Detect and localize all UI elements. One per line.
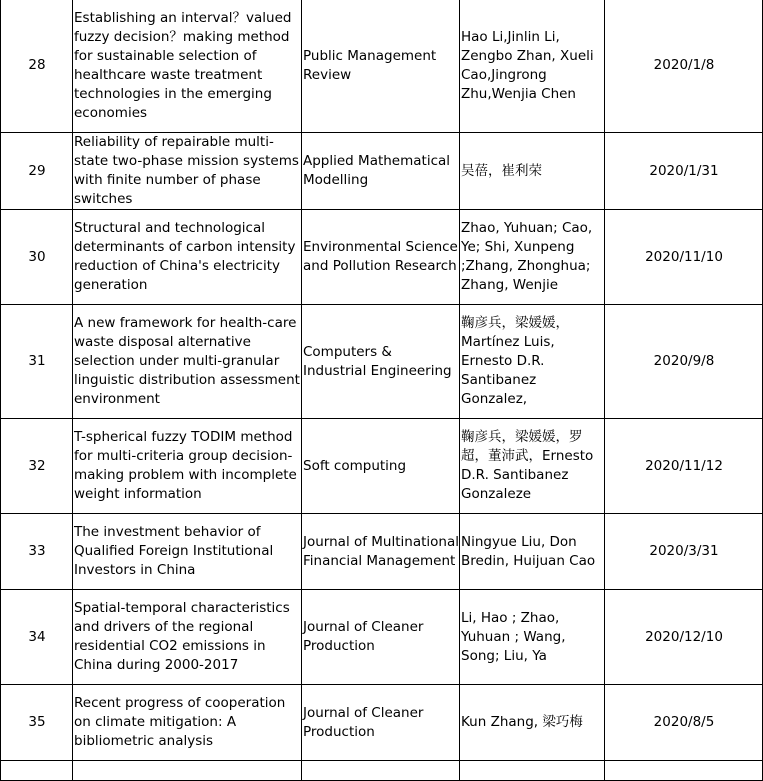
journal-name: Computers & Industrial Engineering (302, 305, 460, 419)
table-row (1, 305, 763, 419)
publication-date: 2020/3/31 (605, 514, 763, 590)
publication-date: 2020/9/8 (605, 305, 763, 419)
paper-title: The investment behavior of Qualified Foreign Institutional Investors in China (73, 514, 302, 590)
table-row (1, 590, 763, 685)
paper-title: Reliability of repairable multi-state two-phase mission systems with finite number of phase switches (73, 133, 302, 210)
journal-name: Public Management Review (302, 0, 460, 133)
paper-title: T-spherical fuzzy TODIM method for multi-criteria group decision-making problem with incomplete weight information (73, 419, 302, 514)
journal-name: Journal of Cleaner Production (302, 685, 460, 761)
authors: 吴蓓，崔利荣 (460, 133, 605, 210)
empty-cell (302, 761, 460, 781)
table-row (1, 419, 763, 514)
authors: 鞠彦兵，梁媛媛，罗超，董沛武，Ernesto D.R. Santibanez Gonzaleze (460, 419, 605, 514)
empty-cell (605, 761, 763, 781)
journal-name: Journal of Cleaner Production (302, 590, 460, 685)
journal-name: Applied Mathematical Modelling (302, 133, 460, 210)
authors: Ningyue Liu, Don Bredin, Huijuan Cao (460, 514, 605, 590)
table-row (1, 514, 763, 590)
empty-cell (1, 761, 73, 781)
authors: Li, Hao ; Zhao, Yuhuan ; Wang, Song; Liu, Ya (460, 590, 605, 685)
table-row (1, 0, 763, 133)
authors: Zhao, Yuhuan; Cao, Ye; Shi, Xunpeng ;Zhang, Zhonghua; Zhang, Wenjie (460, 210, 605, 305)
row-number: 29 (1, 133, 73, 210)
publication-date: 2020/11/10 (605, 210, 763, 305)
publication-date: 2020/11/12 (605, 419, 763, 514)
table-row (1, 133, 763, 210)
table-row (1, 685, 763, 761)
journal-name: Soft computing (302, 419, 460, 514)
empty-cell (460, 761, 605, 781)
row-number: 32 (1, 419, 73, 514)
row-number: 35 (1, 685, 73, 761)
paper-title: A new framework for health-care waste disposal alternative selection under multi-granular linguistic distribution assessment environment (73, 305, 302, 419)
paper-title: Structural and technological determinants of carbon intensity reduction of China's electricity generation (73, 210, 302, 305)
authors: Hao Li,Jinlin Li, Zengbo Zhan, Xueli Cao,Jingrong Zhu,Wenjia Chen (460, 0, 605, 133)
row-number: 31 (1, 305, 73, 419)
paper-title: Establishing an interval？valued fuzzy decision？making method for sustainable selection of healthcare waste treatment technologies in the emerging economies (73, 0, 302, 133)
publication-date: 2020/12/10 (605, 590, 763, 685)
journal-name: Journal of Multinational Financial Management (302, 514, 460, 590)
table-row (1, 210, 763, 305)
paper-title: Spatial-temporal characteristics and drivers of the regional residential CO2 emissions in China during 2000-2017 (73, 590, 302, 685)
publication-date: 2020/1/31 (605, 133, 763, 210)
empty-cell (73, 761, 302, 781)
authors: 鞠彦兵，梁媛媛，Martínez Luis, Ernesto D.R. Santibanez Gonzalez, (460, 305, 605, 419)
journal-name: Environmental Science and Pollution Research (302, 210, 460, 305)
row-number: 28 (1, 0, 73, 133)
authors: Kun Zhang, 梁巧梅 (460, 685, 605, 761)
row-number: 34 (1, 590, 73, 685)
publication-date: 2020/8/5 (605, 685, 763, 761)
table-row-partial (1, 761, 763, 781)
paper-title: Recent progress of cooperation on climate mitigation: A bibliometric analysis (73, 685, 302, 761)
publication-date: 2020/1/8 (605, 0, 763, 133)
row-number: 30 (1, 210, 73, 305)
row-number: 33 (1, 514, 73, 590)
